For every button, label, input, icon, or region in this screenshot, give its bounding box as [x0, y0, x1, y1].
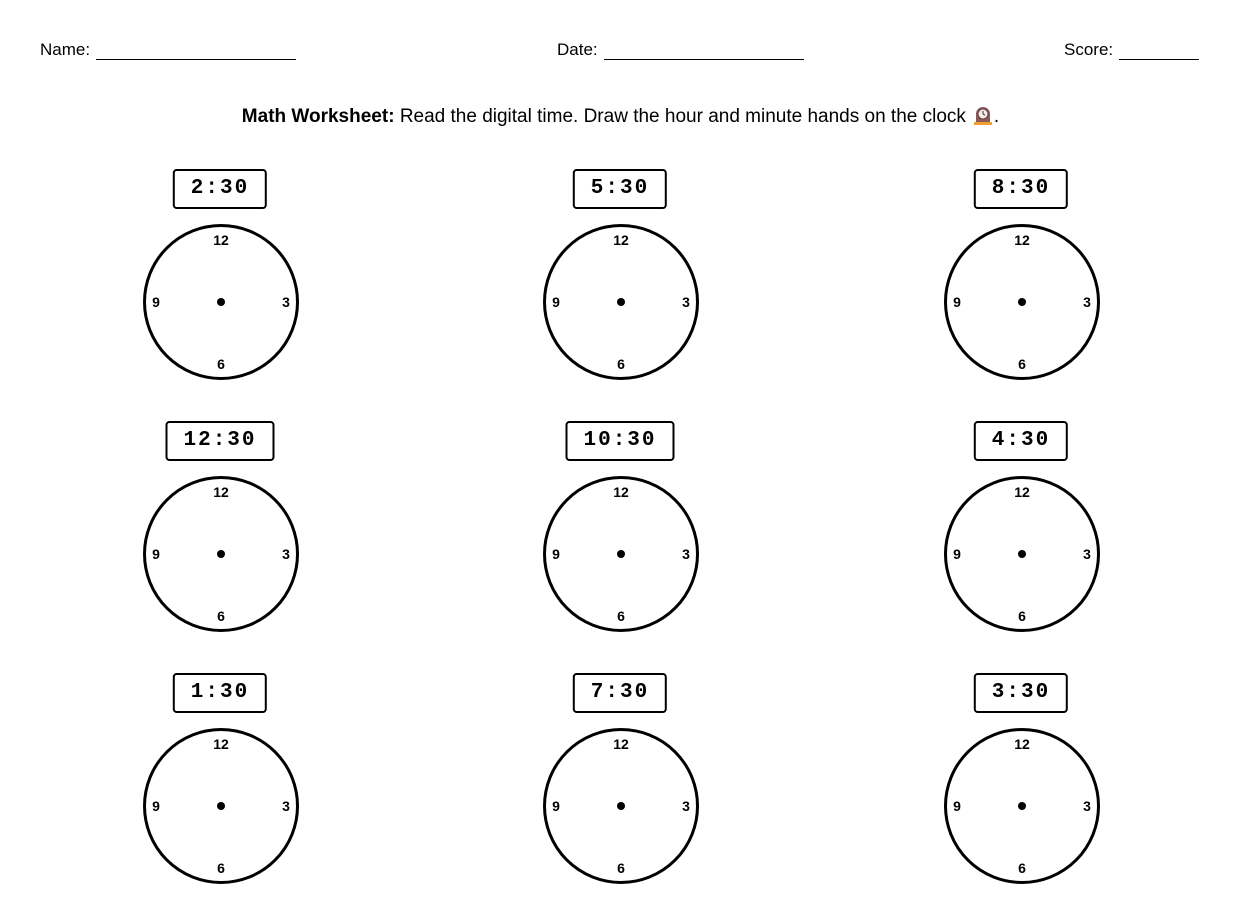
digital-time: 12:30: [165, 421, 274, 461]
clock-number-6: 6: [217, 860, 225, 876]
clock-center-dot: [1018, 550, 1026, 558]
clock-number-12: 12: [613, 232, 629, 248]
clock-number-3: 3: [282, 798, 290, 814]
clock-face[interactable]: [944, 728, 1100, 884]
clock-number-12: 12: [1014, 484, 1030, 500]
clock-center-dot: [617, 802, 625, 810]
clock-number-9: 9: [152, 798, 160, 814]
clock-problem: [70, 421, 370, 661]
title-text: Read the digital time. Draw the hour and minute hands on the clock: [399, 106, 966, 127]
clock-problem: [470, 169, 770, 409]
clock-number-6: 6: [1018, 608, 1026, 624]
date-label: Date:: [557, 40, 598, 59]
name-line[interactable]: [96, 45, 296, 60]
clock-problem: [470, 421, 770, 661]
digital-time: 2:30: [173, 169, 267, 209]
clock-number-9: 9: [152, 294, 160, 310]
digital-time: 3:30: [974, 673, 1068, 713]
clock-number-9: 9: [552, 798, 560, 814]
date-field: [557, 40, 804, 60]
clock-number-9: 9: [953, 798, 961, 814]
clock-face[interactable]: [944, 476, 1100, 632]
clock-face[interactable]: [543, 224, 699, 380]
score-label: Score:: [1064, 40, 1114, 59]
worksheet-title: [0, 105, 1241, 128]
clock-number-6: 6: [1018, 356, 1026, 372]
clock-number-3: 3: [282, 294, 290, 310]
clock-face[interactable]: [944, 224, 1100, 380]
clock-number-12: 12: [213, 232, 229, 248]
clock-face[interactable]: [143, 224, 299, 380]
clock-number-6: 6: [617, 356, 625, 372]
name-label: Name:: [40, 40, 91, 59]
clock-center-dot: [217, 550, 225, 558]
clock-center-dot: [1018, 802, 1026, 810]
score-field: [1064, 40, 1199, 60]
clock-face[interactable]: [543, 728, 699, 884]
title-end: .: [993, 106, 1000, 127]
digital-time: 1:30: [173, 673, 267, 713]
title-bold: Math Worksheet:: [241, 106, 395, 127]
score-line[interactable]: [1119, 45, 1199, 60]
clock-number-6: 6: [217, 356, 225, 372]
clock-number-6: 6: [1018, 860, 1026, 876]
digital-time: 4:30: [974, 421, 1068, 461]
date-line[interactable]: [604, 45, 804, 60]
clock-number-6: 6: [617, 860, 625, 876]
clock-number-9: 9: [552, 546, 560, 562]
clock-problem: [70, 673, 370, 913]
clock-number-9: 9: [953, 546, 961, 562]
clock-problem: [871, 673, 1171, 913]
clock-center-dot: [617, 298, 625, 306]
clock-problem: [470, 673, 770, 913]
clock-number-12: 12: [1014, 736, 1030, 752]
mantel-clock-icon: [972, 105, 994, 125]
clock-problem: [871, 421, 1171, 661]
clock-number-6: 6: [617, 608, 625, 624]
clock-number-6: 6: [217, 608, 225, 624]
clock-number-12: 12: [1014, 232, 1030, 248]
digital-time: 10:30: [565, 421, 674, 461]
clock-face[interactable]: [143, 728, 299, 884]
clock-number-3: 3: [1083, 546, 1091, 562]
clock-number-3: 3: [682, 798, 690, 814]
clock-center-dot: [217, 802, 225, 810]
clock-number-12: 12: [213, 484, 229, 500]
clock-number-3: 3: [1083, 294, 1091, 310]
clock-center-dot: [217, 298, 225, 306]
clock-number-9: 9: [953, 294, 961, 310]
clock-face[interactable]: [543, 476, 699, 632]
clock-number-12: 12: [613, 484, 629, 500]
clock-number-3: 3: [682, 546, 690, 562]
clock-number-12: 12: [213, 736, 229, 752]
clock-number-12: 12: [613, 736, 629, 752]
digital-time: 8:30: [974, 169, 1068, 209]
clock-number-3: 3: [1083, 798, 1091, 814]
clock-number-9: 9: [552, 294, 560, 310]
clock-face[interactable]: [143, 476, 299, 632]
clock-number-3: 3: [682, 294, 690, 310]
clock-number-3: 3: [282, 546, 290, 562]
name-field: [40, 40, 296, 60]
clock-center-dot: [617, 550, 625, 558]
clock-number-9: 9: [152, 546, 160, 562]
digital-time: 5:30: [573, 169, 667, 209]
clock-problem: [70, 169, 370, 409]
digital-time: 7:30: [573, 673, 667, 713]
clock-center-dot: [1018, 298, 1026, 306]
clock-problem: [871, 169, 1171, 409]
